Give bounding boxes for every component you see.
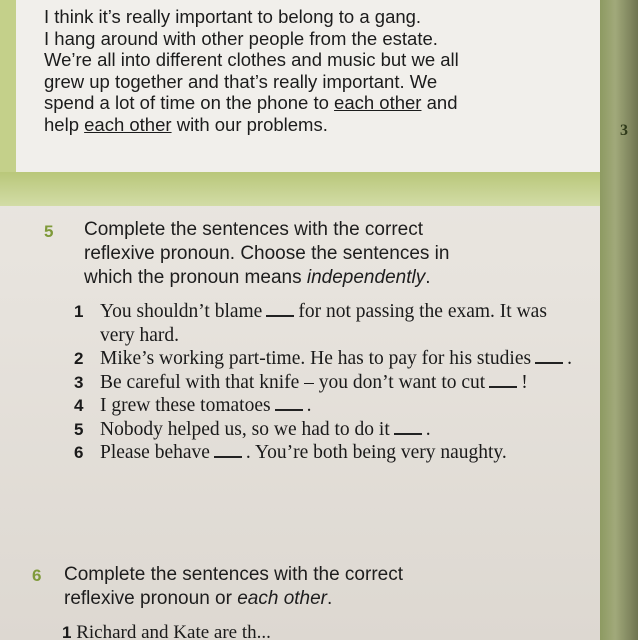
answer-blank — [535, 362, 563, 364]
item-text — [100, 394, 574, 418]
item-number: 4 — [74, 396, 84, 415]
item-number: 2 — [74, 349, 84, 368]
quote-paragraph — [44, 6, 592, 135]
answer-blank — [394, 433, 422, 435]
item-text-a: Be careful with that knife – you don’t want to cut — [100, 371, 486, 393]
exercise-instruction — [84, 218, 554, 290]
quote-line — [44, 114, 592, 136]
cut-off-item — [62, 622, 271, 640]
item-text — [100, 300, 574, 347]
item-number: 5 — [74, 419, 84, 439]
item-text-a: You shouldn’t blame — [100, 301, 263, 322]
list-item — [74, 371, 574, 395]
item-text — [100, 347, 574, 371]
answer-blank — [275, 409, 303, 411]
item-text: Richard and Kate are th... — [76, 622, 271, 640]
page-marker: 3 — [620, 122, 628, 139]
quote-line: I think it’s really important to belong to a gang. — [44, 6, 422, 27]
exercise-items — [74, 300, 574, 465]
item-number: 6 — [74, 443, 84, 462]
instruction-line: Complete the sentences with the correct — [84, 219, 424, 240]
answer-blank — [266, 315, 294, 317]
exercise-number: 6 — [32, 566, 42, 585]
exercise-number: 5 — [44, 222, 54, 241]
item-text-b: ! — [521, 371, 528, 393]
quote-line — [44, 92, 592, 114]
instruction-text: reflexive pronoun or — [64, 588, 232, 609]
quote-line: grew up together and that’s really important. We — [44, 70, 438, 92]
item-text-a: I grew these tomatoes — [100, 395, 271, 416]
adjacent-page-edge — [600, 0, 638, 640]
quote-text: help — [44, 113, 79, 135]
quote-line: I hang around with other people from the estate. — [44, 27, 438, 49]
item-text-a: Nobody helped us, so we had to do it — [100, 418, 390, 440]
item-text-b: for not passing the exam. It was very hard. — [100, 301, 547, 346]
underlined-phrase: each other — [84, 113, 172, 135]
quote-text: spend a lot of time on the phone to — [44, 92, 329, 113]
answer-blank — [214, 456, 242, 458]
list-item — [74, 347, 574, 371]
exercise-instruction — [64, 563, 564, 611]
instruction-line: Complete the sentences with the correct — [64, 564, 404, 585]
item-number: 1 — [62, 623, 72, 640]
item-text-a: Please behave — [100, 442, 210, 463]
item-text-b: . — [567, 348, 572, 369]
item-text — [100, 418, 574, 442]
item-number: 3 — [74, 372, 84, 392]
list-item — [74, 441, 574, 465]
instruction-line — [84, 266, 554, 290]
list-item — [74, 300, 574, 347]
answer-blank — [489, 386, 517, 388]
italic-word: each other — [237, 588, 328, 609]
list-item — [74, 394, 574, 418]
item-text — [100, 371, 574, 395]
item-text-b: . You’re both being very naughty. — [245, 442, 507, 463]
instruction-line: reflexive pronoun. Choose the sentences in — [84, 243, 450, 264]
instruction-line — [64, 587, 564, 611]
item-text-b: . — [425, 418, 431, 440]
instruction-text: which the pronoun means — [84, 267, 302, 288]
item-text-b: . — [306, 395, 312, 416]
quote-text: and — [421, 92, 458, 113]
instruction-text: . — [327, 588, 333, 609]
quote-text: with our problems. — [171, 113, 328, 135]
quote-line: We’re all into different clothes and music but we all — [44, 49, 459, 70]
item-number: 1 — [74, 302, 84, 321]
italic-word: independently — [306, 267, 426, 288]
underlined-phrase: each other — [334, 92, 422, 113]
instruction-text: . — [425, 267, 431, 288]
list-item — [74, 418, 574, 442]
green-divider-band — [0, 172, 600, 206]
item-text — [100, 441, 574, 465]
item-text-a: Mike’s working part-time. He has to pay for his studies — [100, 348, 532, 369]
